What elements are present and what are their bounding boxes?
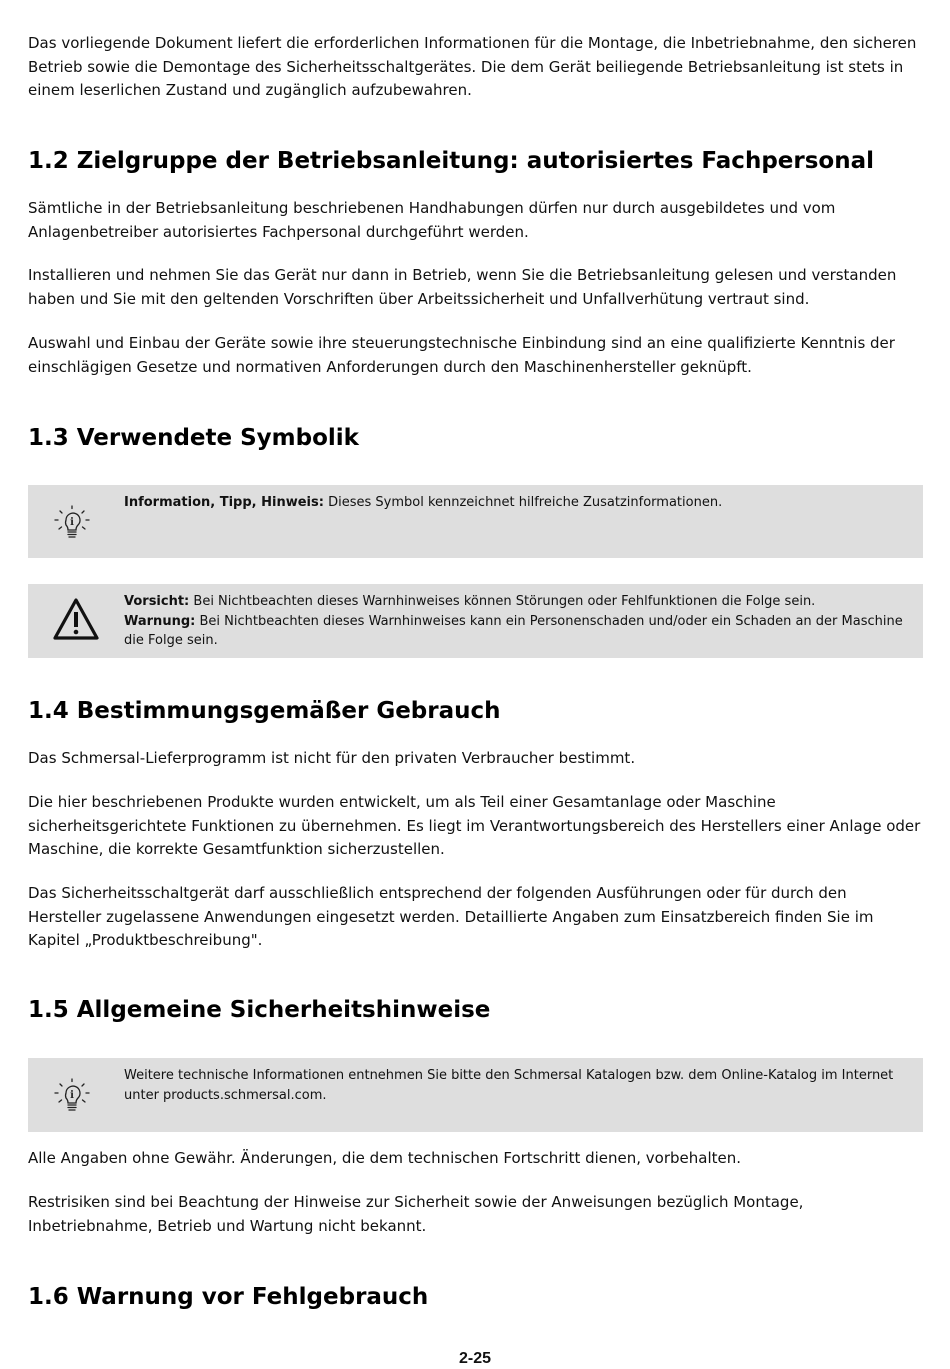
- warning-label: Warnung:: [124, 613, 196, 629]
- page-number: 2-25: [458, 1350, 492, 1367]
- section-1-2-heading: 1.2 Zielgruppe der Betriebsanleitung: autorisiertes Fachpersonal: [28, 148, 874, 174]
- section-1-6-heading: 1.6 Warnung vor Fehlgebrauch: [28, 1284, 429, 1310]
- section-1-4-paragraph-1: Das Schmersal-Lieferprogramm ist nicht für den privaten Verbraucher bestimmt.: [28, 749, 636, 767]
- section-1-2-paragraph-1: Sämtliche in der Betriebsanleitung beschriebenen Handhabungen dürfen nur durch ausgebildetes und vom Anlagenbetreiber autorisiertes Fachpersonal durchgeführt werden.: [28, 199, 836, 241]
- section-1-4-paragraph-2: Die hier beschriebenen Produkte wurden entwickelt, um als Teil einer Gesamtanlage oder Maschine sicherheitsgerichtete Funktionen zu übernehmen. Es liegt im Verantwortungsbereich des Herstellers einer Anlage oder Maschine, die korrekte Gesamtfunktion sicherzustellen.: [28, 793, 921, 858]
- info-label: Information, Tipp, Hinweis:: [124, 495, 324, 510]
- intro-paragraph: Das vorliegende Dokument liefert die erforderlichen Informationen für die Montage, die Inbetriebnahme, den sicheren Betrieb sowie die Demontage des Sicherheitsschaltgerätes. Die dem Gerät beiliegende Betriebsanleitung ist stets in einem leserlichen Zustand und zugänglich aufzubewahren.: [28, 34, 917, 99]
- section-1-4-heading: 1.4 Bestimmungsgemäßer Gebrauch: [28, 698, 501, 724]
- caution-label: Vorsicht:: [124, 594, 190, 609]
- info-box-text: Weitere technische Informationen entnehmen Sie bitte den Schmersal Katalogen bzw. dem Online-Katalog im Internet unter products.schmersal.com.: [124, 1068, 894, 1103]
- section-1-3-heading: 1.3 Verwendete Symbolik: [28, 425, 359, 451]
- lightbulb-info-icon: [52, 503, 92, 547]
- section-1-5-paragraph-2: Restrisiken sind bei Beachtung der Hinweise zur Sicherheit sowie der Anweisungen bezüglich Montage, Inbetriebnahme, Betrieb und Wartung nicht bekannt.: [28, 1193, 804, 1235]
- svg-text:i: i: [70, 1090, 74, 1101]
- info-box-sicherheit: [28, 1058, 923, 1132]
- info-text: Dieses Symbol kennzeichnet hilfreiche Zusatzinformationen.: [323, 495, 723, 510]
- caution-text: Bei Nichtbeachten dieses Warnhinweises können Störungen oder Fehlfunktionen die Folge sein.: [189, 594, 816, 609]
- info-box-text: [124, 493, 913, 513]
- lightbulb-info-icon: [52, 1076, 92, 1120]
- warning-text: Bei Nichtbeachten dieses Warnhinweises kann ein Personenschaden und/oder ein Schaden an der Maschine die Folge sein.: [124, 613, 903, 648]
- section-1-5-heading: 1.5 Allgemeine Sicherheitshinweise: [28, 997, 491, 1023]
- warning-triangle-icon: [52, 597, 100, 645]
- section-1-4-paragraph-3: Das Sicherheitsschaltgerät darf ausschließlich entsprechend der folgenden Ausführungen oder für durch den Hersteller zugelassene Anwendungen eingesetzt werden. Detaillierte Angaben zum Einsatzbereich finden Sie im Kapitel „Produktbeschreibung".: [28, 884, 874, 949]
- section-1-2-paragraph-2: Installieren und nehmen Sie das Gerät nur dann in Betrieb, wenn Sie die Betriebsanleitung gelesen und verstanden haben und Sie mit den geltenden Vorschriften über Arbeitssicherheit und Unfallverhütung vertraut sind.: [28, 266, 897, 308]
- info-box-symbolik: [28, 485, 923, 558]
- svg-text:i: i: [70, 517, 74, 528]
- warning-box-symbolik: [28, 584, 923, 658]
- warning-box-text: [124, 592, 913, 651]
- section-1-2-paragraph-3: Auswahl und Einbau der Geräte sowie ihre steuerungstechnische Einbindung sind an eine qualifizierte Kenntnis der einschlägigen Gesetze und normativen Anforderungen durch den Maschinenhersteller geknüpft.: [28, 334, 895, 376]
- section-1-5-paragraph-1: Alle Angaben ohne Gewähr. Änderungen, die dem technischen Fortschritt dienen, vorbehalten.: [28, 1149, 742, 1167]
